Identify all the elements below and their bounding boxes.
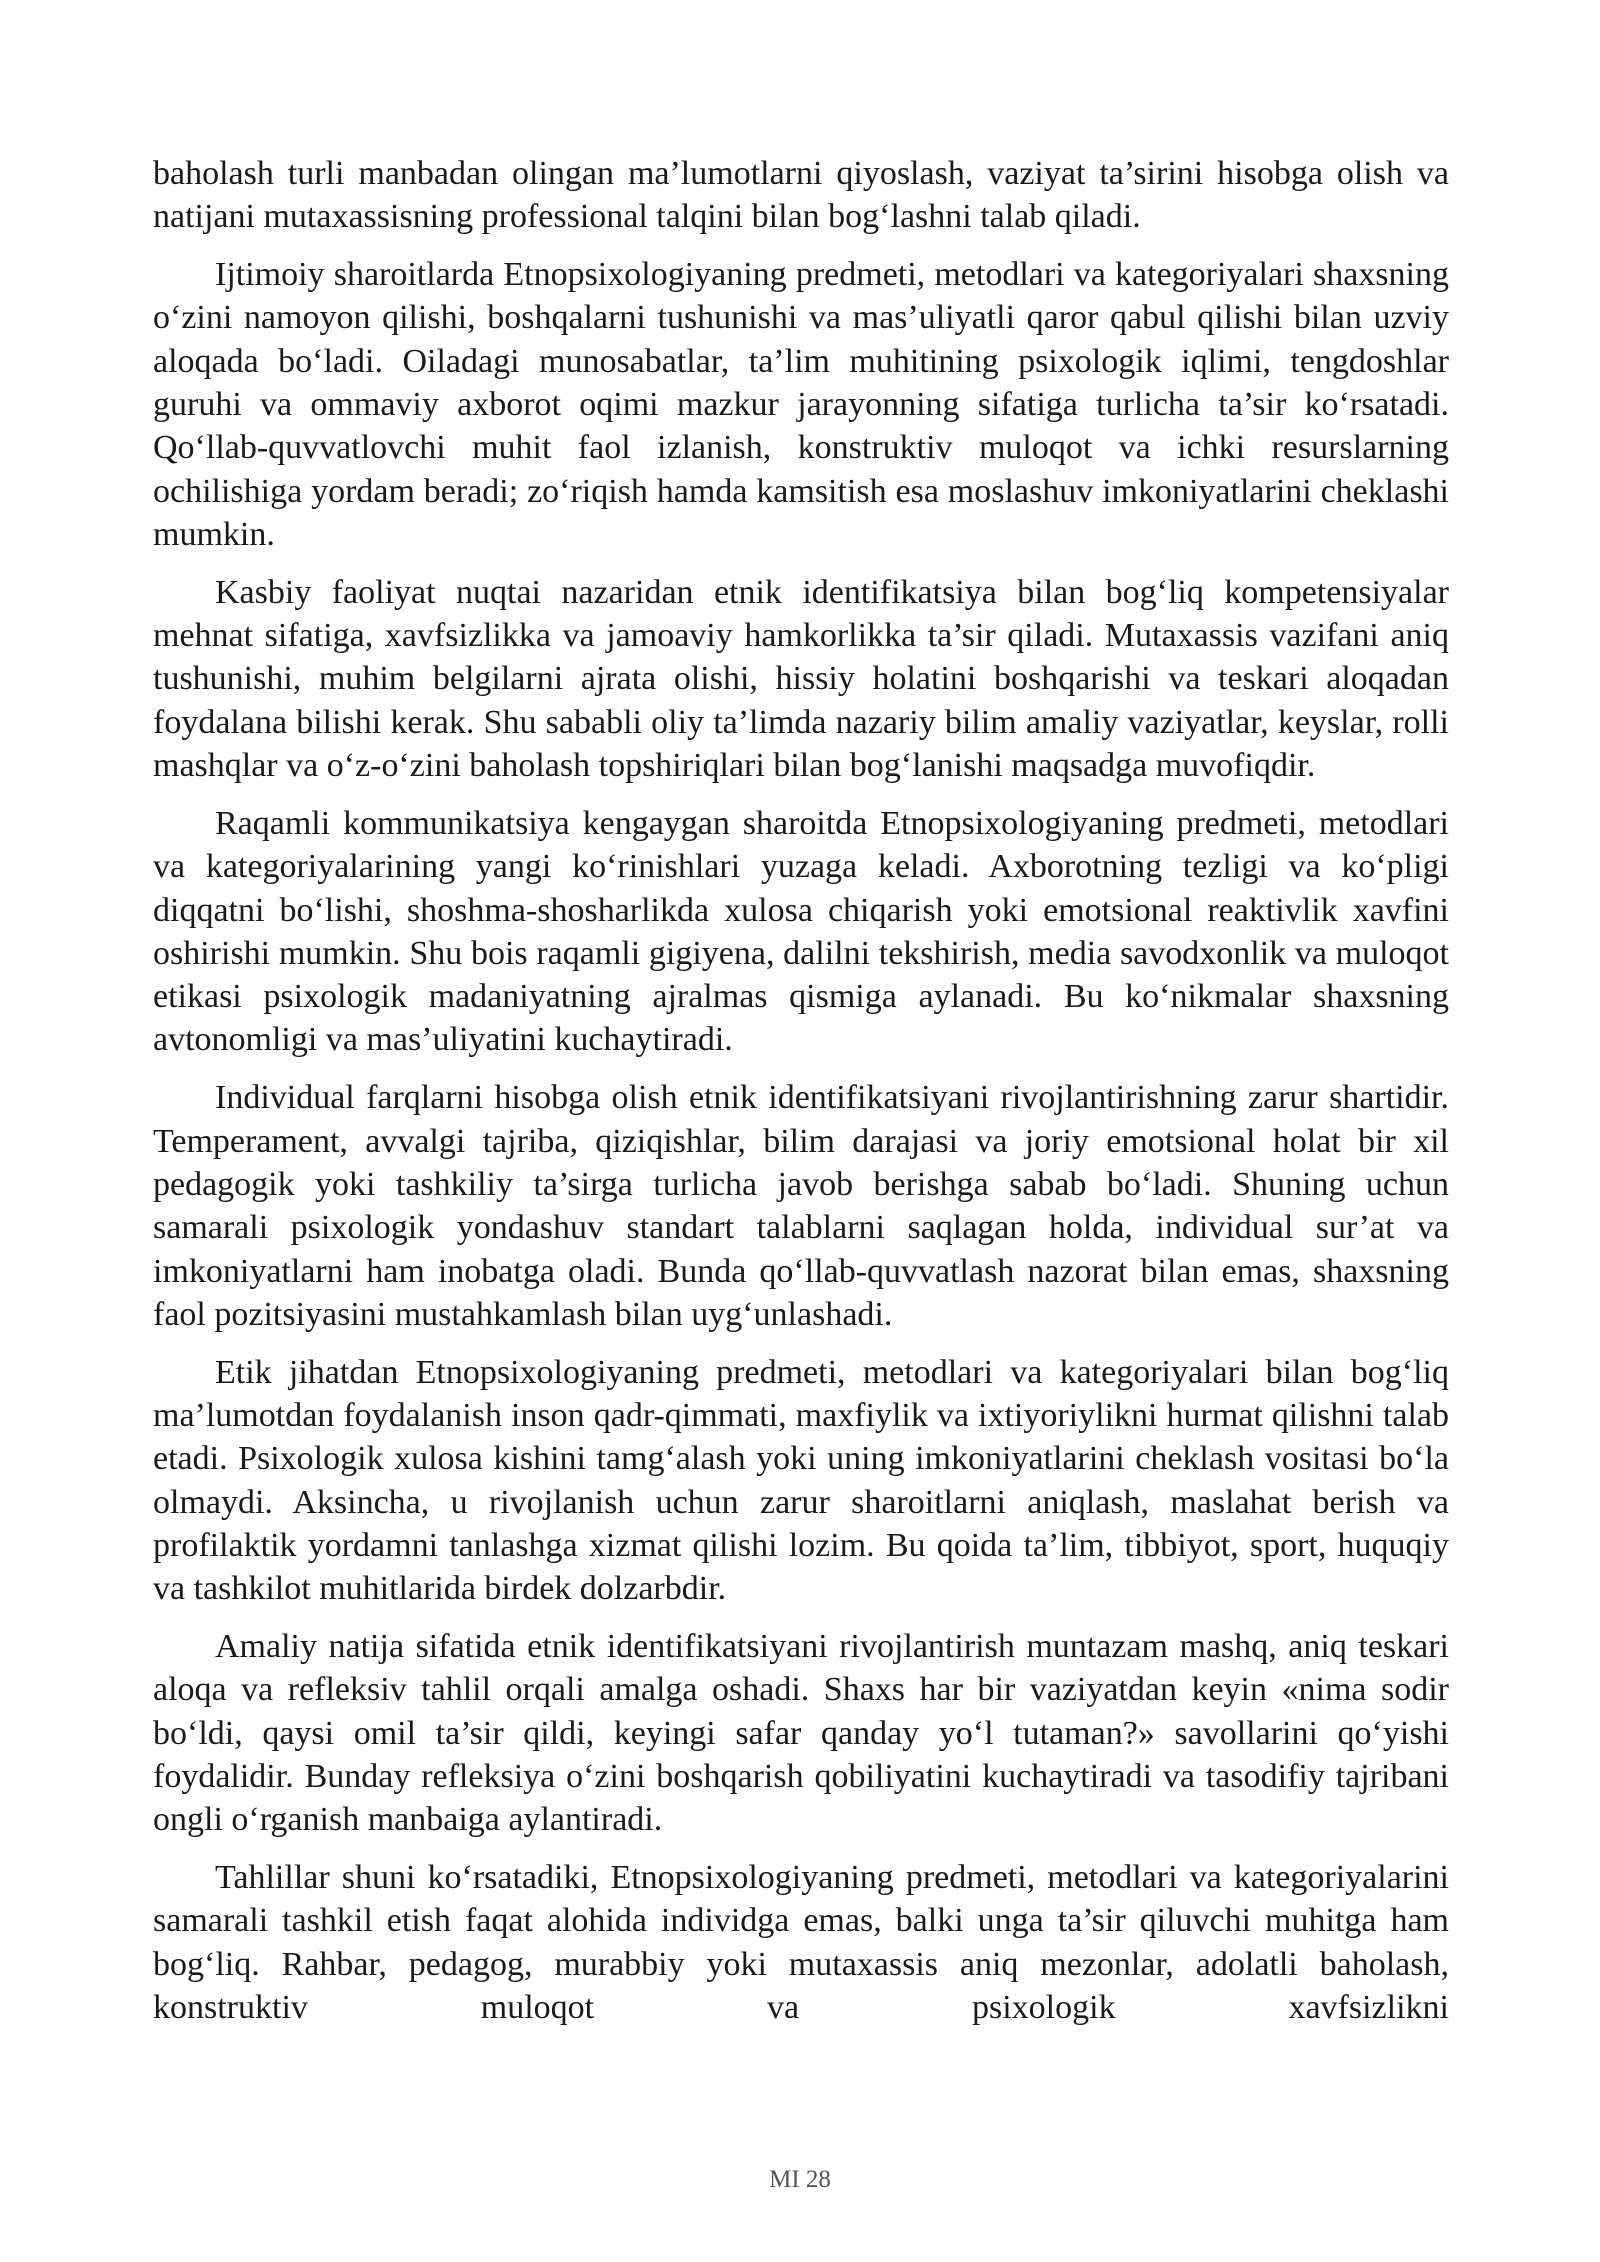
paragraph: Tahlillar shuni ko‘rsatadiki, Etnopsixologiyaning predmeti, metodlari va kategoriyalarini samarali tashkil etish faqat alohida individga emas, balki unga ta’sir qiluvchi muhitga ham bog‘liq. Rahbar, pedagog, murabbiy yoki mutaxassis aniq mezonlar, adolatli baholash, konstruktiv muloqot va psixologik xavfsizlikni [153, 1859, 1449, 2027]
paragraph: Amaliy natija sifatida etnik identifikatsiyani rivojlantirish muntazam mashq, aniq teskari aloqa va refleksiv tahlil orqali amalga oshadi. Shaxs har bir vaziyatdan keyin «nima sodir bo‘ldi, qaysi omil ta’sir qildi, keyingi safar qanday yo‘l tutaman?» savollarini qo‘yishi foydalidir. Bunday refleksiya o‘zini boshqarish qobiliyatini kuchaytiradi va tasodifiy tajribani ongli o‘rganish manbaiga aylantiradi. [153, 1628, 1449, 1839]
paragraph: Individual farqlarni hisobga olish etnik identifikatsiyani rivojlantirishning zarur shartidir. Temperament, avvalgi tajriba, qiziqishlar, bilim darajasi va joriy emotsional holat bir xil pedagogik yoki tashkiliy ta’sirga turlicha javob berishga sabab bo‘ladi. Shuning uchun samarali psixologik yondashuv standart talablarni saqlagan holda, individual sur’at va imkoniyatlarni ham inobatga oladi. Bunda qo‘llab-quvvatlash nazorat bilan emas, shaxsning faol pozitsiyasini mustahkamlash bilan uyg‘unlashadi. [153, 1079, 1449, 1333]
paragraph: baholash turli manbadan olingan ma’lumotlarni qiyoslash, vaziyat ta’sirini hisobga olish va natijani mutaxassisning professional talqini bilan bog‘lashni talab qiladi. [153, 155, 1449, 236]
paragraph: Kasbiy faoliyat nuqtai nazaridan etnik identifikatsiya bilan bog‘liq kompetensiyalar mehnat sifatiga, xavfsizlikka va jamoaviy hamkorlikka ta’sir qiladi. Mutaxassis vazifani aniq tushunishi, muhim belgilarni ajrata olishi, hissiy holatini boshqarishi va teskari aloqadan foydalana bilishi kerak. Shu sababli oliy ta’limda nazariy bilim amaliy vaziyatlar, keyslar, rolli mashqlar va o‘z-o‘zini baholash topshiriqlari bilan bog‘lanishi maqsadga muvofiqdir. [153, 573, 1449, 785]
paragraph: Etik jihatdan Etnopsixologiyaning predmeti, metodlari va kategoriyalari bilan bog‘liq ma’lumotdan foydalanish inson qadr-qimmati, maxfiylik va ixtiyoriylikni hurmat qilishni talab etadi. Psixologik xulosa kishini tamg‘alash yoki uning imkoniyatlarini cheklash vositasi bo‘la olmaydi. Aksincha, u rivojlanish uchun zarur sharoitlarni aniqlash, maslahat berish va profilaktik yordamni tanlashga xizmat qilishi lozim. Bu qoida ta’lim, tibbiyot, sport, huquqiy va tashkilot muhitlarida birdek dolzarbdir. [153, 1353, 1449, 1608]
page-number: MI 28 [769, 2166, 831, 2193]
paragraph: Ijtimoiy sharoitlarda Etnopsixologiyaning predmeti, metodlari va kategoriyalari shaxsning o‘zini namoyon qilishi, boshqalarni tushunishi va mas’uliyatli qaror qabul qilishi bilan uzviy aloqada bo‘ladi. Oiladagi munosabatlar, ta’lim muhitining psixologik iqlimi, tengdoshlar guruhi va ommaviy axborot oqimi mazkur jarayonning sifatiga turlicha ta’sir ko‘rsatadi. Qo‘llab-quvvatlovchi muhit faol izlanish, konstruktiv muloqot va ichki resurslarning ochilishiga yordam beradi; zo‘riqish hamda kamsitish esa moslashuv imkoniyatlarini cheklashi mumkin. [153, 256, 1449, 553]
body-text [153, 152, 1449, 2029]
paragraph: Raqamli kommunikatsiya kengaygan sharoitda Etnopsixologiyaning predmeti, metodlari va kategoriyalarining yangi ko‘rinishlari yuzaga keladi. Axborotning tezligi va ko‘pligi diqqatni bo‘lishi, shoshma-shosharlikda xulosa chiqarish yoki emotsional reaktivlik xavfini oshirishi mumkin. Shu bois raqamli gigiyena, dalilni tekshirish, media savodxonlik va muloqot etikasi psixologik madaniyatning ajralmas qismiga aylanadi. Bu ko‘nikmalar shaxsning avtonomligi va mas’uliyatini kuchaytiradi. [153, 804, 1449, 1059]
